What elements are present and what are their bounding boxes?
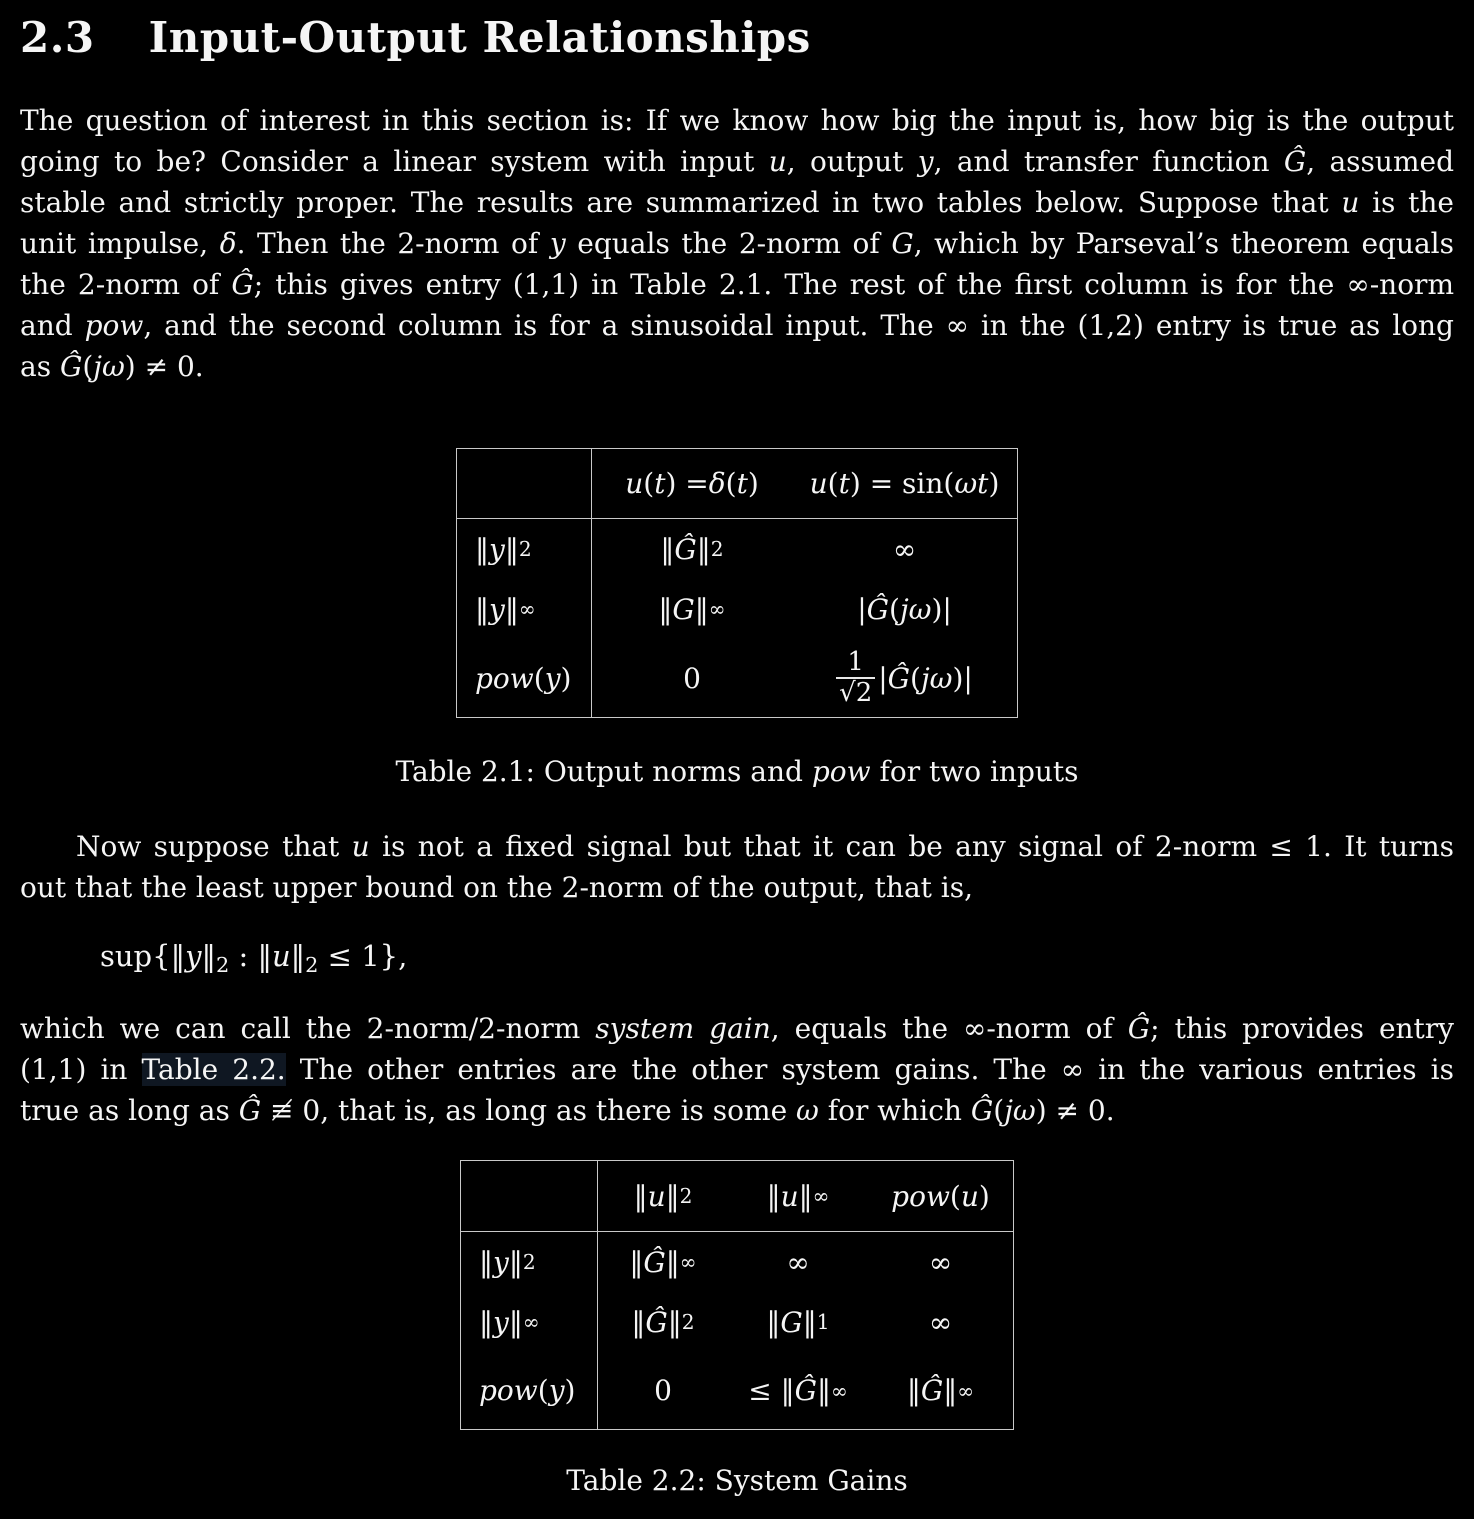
text-segment: The question of interest in this section is: If we know how big the input is, how big is the output: [20, 104, 1454, 137]
text-segment: Ĝ: [866, 592, 889, 626]
text-segment: G: [672, 592, 695, 626]
text-segment: y: [544, 661, 561, 695]
table-2-1-cell-r1c1: ‖ Ĝ ‖ 2: [660, 532, 724, 566]
paragraph-suppose: [20, 826, 1454, 908]
paragraph-system-gain: [20, 1008, 1454, 1131]
text-segment: ‖: [201, 939, 216, 973]
text-segment: ‖: [504, 532, 519, 566]
text-segment: ): [564, 1374, 576, 1407]
text-segment: the 2-norm of: [20, 268, 232, 301]
text-line: [20, 223, 1454, 264]
text-segment: Ĝ: [887, 661, 911, 695]
text-segment: Ĝ: [674, 532, 697, 566]
text-segment: ‖: [504, 592, 519, 626]
text-segment: , equals the ∞-norm of: [770, 1012, 1128, 1045]
text-segment: 0: [654, 1374, 672, 1407]
table-2-2-cell-r3c1: [598, 1352, 728, 1429]
text-segment: ): [978, 1179, 990, 1213]
text-segment: G: [891, 227, 914, 260]
text-segment: Now suppose that: [76, 830, 352, 863]
text-segment: going to be? Consider a linear system with input: [20, 145, 769, 178]
text-segment: ‖: [479, 1305, 493, 1339]
table-2-2-header-u2: ‖ u ‖ 2: [598, 1161, 728, 1232]
text-segment: (1,1) in: [20, 1053, 142, 1086]
text-segment: and: [20, 309, 85, 342]
text-segment: y: [493, 1245, 509, 1279]
table-2-2-cell-r2c1: ‖ Ĝ ‖ 2: [631, 1305, 695, 1339]
text-segment: u: [768, 145, 787, 178]
text-segment: ω: [796, 1094, 819, 1127]
text-segment: (: [910, 661, 921, 695]
text-segment: Ĝ: [1127, 1012, 1151, 1045]
table-2-1-header-sinusoid: [792, 449, 1017, 519]
text-segment: y: [489, 532, 505, 566]
table-2-2-cell-r1c2: [728, 1232, 868, 1292]
text-segment: ) ≠ 0.: [1035, 1094, 1115, 1127]
text-segment: Ĝ: [645, 1305, 668, 1339]
text-segment: Ĝ: [238, 1094, 262, 1127]
text-segment: ‖: [629, 1245, 644, 1279]
text-line: [20, 1090, 1454, 1131]
table-2-1-row-label-y2: ‖ y ‖ 2: [457, 519, 592, 579]
text-segment: δ: [219, 227, 237, 260]
section-heading: [20, 14, 1454, 62]
table-2-2-cell-r1c3: [868, 1232, 1013, 1292]
text-segment: pow: [84, 309, 144, 342]
text-segment: (: [993, 1094, 1005, 1127]
text-segment: ) =: [665, 467, 709, 500]
text-segment: which we can call the 2-norm/2-norm: [20, 1012, 596, 1045]
text-segment: is the: [1359, 186, 1454, 219]
table-2-2-cell-r1c1: ‖ Ĝ ‖ ∞: [629, 1245, 697, 1279]
text-segment: ‖: [660, 532, 675, 566]
text-segment: ‖: [906, 1374, 921, 1407]
text-line: [20, 141, 1454, 182]
text-segment: ‖: [802, 1305, 817, 1339]
table-2-1-cell-r2c2: [792, 579, 1017, 639]
text-segment: (: [82, 350, 94, 383]
text-segment: for two inputs: [870, 755, 1079, 788]
table-2-1-row-label-yinf: ‖ y ‖ ∞: [457, 579, 592, 639]
text-segment: u: [351, 830, 370, 863]
table-2-1: [456, 448, 1018, 718]
text-segment: u: [1341, 186, 1360, 219]
text-line: [20, 346, 1454, 387]
text-segment: : ‖: [229, 939, 272, 973]
text-segment: ): [747, 467, 759, 500]
text-segment: G: [780, 1305, 803, 1339]
text-segment: |: [857, 592, 867, 626]
table-2-1-cell-r2c1: ‖ G ‖ ∞: [658, 592, 726, 626]
text-segment: ∞: [786, 1245, 810, 1279]
text-segment: u: [625, 467, 644, 500]
table-2-2-row-label-pow: [461, 1352, 598, 1429]
text-segment: y: [489, 592, 505, 626]
text-segment: jω: [920, 661, 953, 695]
text-segment: (: [643, 467, 655, 500]
table-2-1-cell-r3c2: [792, 639, 1017, 717]
table-2-1-cell-r3c1: [592, 639, 792, 717]
text-segment: y: [185, 939, 202, 973]
text-segment: (: [725, 467, 737, 500]
text-line: [20, 1049, 1454, 1090]
text-segment: ‖: [766, 1305, 781, 1339]
text-segment: pow: [475, 661, 534, 695]
text-segment: Ĝ: [970, 1094, 994, 1127]
table-2-2-link[interactable]: Table 2.2.: [141, 1053, 286, 1086]
text-segment: ‖: [479, 1245, 493, 1279]
text-segment: (: [537, 1374, 549, 1407]
table-2-2-cell-r3c3: ‖ Ĝ ‖ ∞: [906, 1374, 975, 1407]
text-segment: ‖: [290, 939, 306, 973]
text-segment: ∞: [892, 532, 917, 566]
fraction: $\frac{1}{√2}$: [836, 648, 875, 708]
text-segment: ‖: [508, 1305, 523, 1339]
text-segment: Ĝ: [231, 268, 254, 301]
text-segment: ‖: [943, 1374, 958, 1407]
text-segment: )|: [931, 592, 952, 626]
text-segment: u: [271, 939, 291, 973]
text-segment: pow: [891, 1179, 950, 1213]
text-segment: ‖: [798, 1179, 813, 1213]
table-2-2-cell-r2c3: [868, 1292, 1013, 1352]
text-segment: ‖: [633, 1179, 648, 1213]
text-segment: Table 2.2: System Gains: [566, 1464, 908, 1497]
text-segment: ; this provides entry: [1150, 1012, 1455, 1045]
text-segment: u: [780, 1179, 799, 1213]
table-2-2-header-uinf: ‖ u ‖ ∞: [728, 1161, 868, 1232]
table-2-1-row-label-pow: [457, 639, 592, 717]
text-segment: ; this gives entry (1,1) in Table 2.1. The rest of the first column is for the ∞-norm: [253, 268, 1454, 301]
text-segment: equals the 2-norm of: [565, 227, 892, 260]
text-line: [20, 826, 1454, 867]
text-segment: system gain: [595, 1012, 771, 1045]
text-segment: (: [533, 661, 545, 695]
text-segment: ≢ 0, that is, as long as there is some: [261, 1094, 797, 1127]
section-number: 2.3: [20, 13, 95, 62]
subscript: 2: [305, 952, 319, 977]
text-segment: δ: [708, 467, 726, 500]
table-2-2: [460, 1160, 1014, 1430]
text-segment: sup{‖: [100, 939, 186, 973]
text-segment: ): [988, 467, 1000, 500]
text-segment: ): [560, 661, 572, 695]
text-segment: ωt: [954, 467, 989, 500]
text-segment: ≤ ‖: [748, 1374, 795, 1407]
text-segment: jω: [899, 592, 932, 626]
text-segment: The other entries are the other system gains. The ∞ in the various entries is: [285, 1053, 1454, 1086]
text-segment: (: [949, 1179, 961, 1213]
text-segment: is not a fixed signal but that it can be any signal of 2-norm ≤ 1. It turns: [369, 830, 1454, 863]
table-2-2-row-label-yinf: ‖ y ‖ ∞: [461, 1292, 598, 1352]
text-line: [20, 100, 1454, 141]
text-line: [20, 264, 1454, 305]
text-segment: (: [889, 592, 900, 626]
text-segment: Ĝ: [794, 1374, 817, 1407]
text-segment: ‖: [658, 592, 673, 626]
text-segment: u: [647, 1179, 666, 1213]
text-segment: pow: [479, 1374, 538, 1407]
text-segment: ‖: [631, 1305, 646, 1339]
table-2-1-header-impulse: [592, 449, 792, 519]
text-segment: y: [917, 145, 934, 178]
text-segment: ‖: [665, 1245, 680, 1279]
text-segment: ‖: [816, 1374, 831, 1407]
table-2-1-corner-cell: [457, 449, 592, 519]
text-segment: , and transfer function: [933, 145, 1284, 178]
text-segment: ) = sin(: [849, 467, 955, 500]
text-segment: ‖: [667, 1305, 682, 1339]
text-segment: t: [838, 467, 850, 500]
table-2-1-cell-r1c2: [792, 519, 1017, 579]
text-segment: ‖: [475, 532, 489, 566]
text-segment: Ĝ: [643, 1245, 666, 1279]
text-segment: ∞: [928, 1305, 953, 1339]
text-segment: 0: [683, 661, 701, 695]
text-segment: . Then the 2-norm of: [236, 227, 550, 260]
text-segment: as: [20, 350, 60, 383]
text-segment: ‖: [766, 1179, 781, 1213]
text-segment: y: [548, 1374, 565, 1407]
text-segment: Table 2.1: Output norms and: [395, 755, 812, 788]
text-segment: |: [878, 661, 888, 695]
section-title: Input-Output Relationships: [148, 13, 811, 62]
text-segment: , output: [786, 145, 918, 178]
text-segment: t: [736, 467, 748, 500]
text-segment: out that the least upper bound on the 2-norm of the output, that is,: [20, 871, 974, 904]
text-segment: unit impulse,: [20, 227, 220, 260]
text-segment: ‖: [508, 1245, 523, 1279]
text-segment: u: [960, 1179, 979, 1213]
text-segment: ≤ 1},: [318, 939, 408, 973]
text-line: [20, 182, 1454, 223]
text-segment: ) ≠ 0.: [124, 350, 204, 383]
text-segment: true as long as: [20, 1094, 239, 1127]
text-segment: stable and strictly proper. The results are summarized in two tables below. Suppose that: [20, 186, 1342, 219]
text-line: [20, 305, 1454, 346]
paragraph-intro: [20, 100, 1454, 387]
display-equation-sup: [100, 934, 1454, 978]
text-segment: jω: [93, 350, 125, 383]
table-2-2-header-powu: [868, 1161, 1013, 1232]
text-line: [20, 1008, 1454, 1049]
subscript: 2: [215, 952, 230, 977]
text-segment: jω: [1004, 1094, 1036, 1127]
text-segment: ‖: [696, 532, 711, 566]
text-segment: u: [809, 467, 828, 500]
text-segment: Ĝ: [1283, 145, 1307, 178]
text-segment: ∞: [928, 1245, 953, 1279]
text-segment: y: [493, 1305, 509, 1339]
text-segment: , which by Parseval’s theorem equals: [913, 227, 1454, 260]
text-segment: ‖: [665, 1179, 680, 1213]
text-segment: (: [827, 467, 839, 500]
text-segment: Ĝ: [59, 350, 83, 383]
text-segment: Ĝ: [920, 1374, 944, 1407]
text-segment: pow: [811, 755, 871, 788]
table-2-1-caption: [20, 751, 1454, 792]
text-segment: y: [549, 227, 566, 260]
table-2-2-corner-cell: [461, 1161, 598, 1232]
text-segment: , assumed: [1306, 145, 1454, 178]
text-segment: for which: [818, 1094, 971, 1127]
table-2-2-caption: [20, 1460, 1454, 1501]
text-segment: t: [654, 467, 666, 500]
text-segment: , and the second column is for a sinusoidal input. The ∞ in the (1,2) entry is true as long: [143, 309, 1454, 342]
text-segment: )|: [952, 661, 973, 695]
table-2-2-cell-r3c2: ≤ ‖ Ĝ ‖ ∞: [748, 1374, 848, 1407]
table-2-2-cell-r2c2: ‖ G ‖ 1: [766, 1305, 830, 1339]
text-segment: ‖: [475, 592, 489, 626]
text-segment: ‖: [694, 592, 709, 626]
table-2-2-row-label-y2: ‖ y ‖ 2: [461, 1232, 598, 1292]
text-line: [20, 867, 1454, 908]
